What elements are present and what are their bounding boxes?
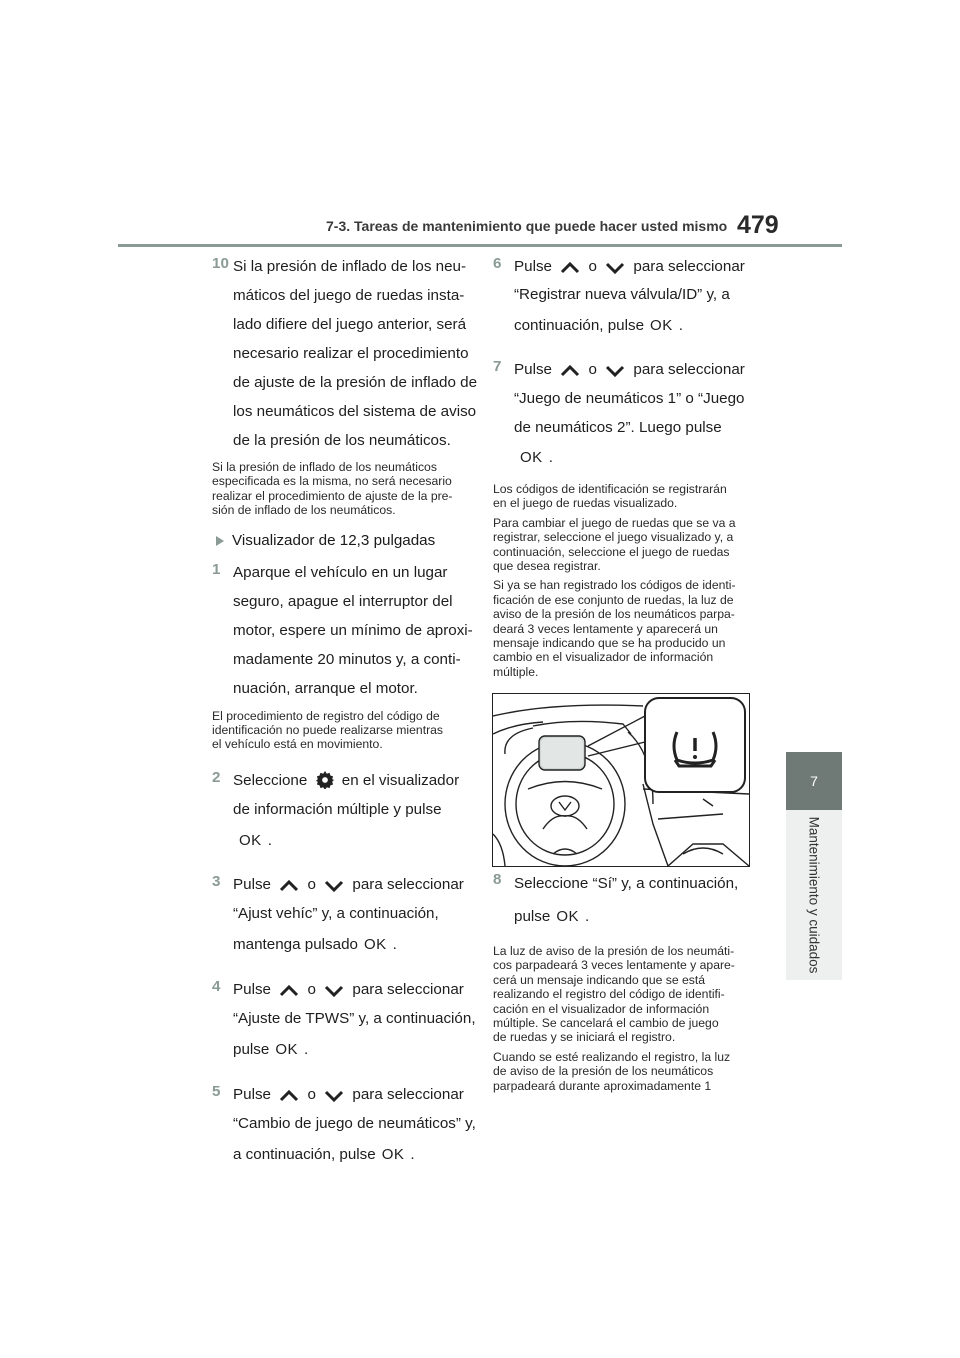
note [212, 460, 468, 518]
chevron-down-icon [324, 1089, 344, 1103]
note-line: aviso de la presión de los neumáticos parpa- [493, 607, 735, 622]
ok-button-icon: OK [239, 831, 262, 849]
note-line: Cuando se esté realizando el registro, la luz [493, 1049, 731, 1064]
step-text: lado difiere del juego anterior, será [233, 316, 467, 333]
note [212, 709, 468, 752]
subheading [212, 530, 468, 552]
note-line: sión de inflado de los neumáticos. [212, 503, 396, 518]
note-line: La luz de aviso de la presión de los neumáti- [493, 944, 735, 958]
gear-icon [316, 771, 334, 789]
step-text: “Ajust vehíc” y, a continuación, [233, 904, 439, 922]
note-line: Si ya se han registrado los códigos de identi- [493, 578, 736, 593]
step-text: para seleccionar [352, 980, 464, 998]
step-text: para seleccionar [633, 258, 745, 275]
note-line: Si la presión de inflado de los neumáticos [212, 460, 437, 474]
step-1 [212, 558, 473, 703]
chevron-down-icon [605, 261, 625, 275]
step-number: 2 [212, 768, 221, 786]
step-text: seguro, apague el interruptor del [233, 592, 453, 610]
chevron-up-icon [279, 984, 299, 998]
note-line: Para cambiar el juego de ruedas que se va a [493, 515, 736, 530]
ok-button-icon: OK [381, 1145, 405, 1163]
step-number: 1 [212, 560, 221, 578]
step-text: necesario realizar el procedimiento [233, 345, 469, 362]
note [493, 578, 755, 679]
left-column [212, 252, 478, 1171]
step-4 [212, 975, 476, 1066]
chevron-up-icon [279, 1089, 299, 1103]
ok-button-icon: OK [650, 317, 673, 334]
chevron-up-icon [279, 879, 299, 893]
step-number: 4 [212, 977, 221, 995]
step-6 [493, 252, 755, 343]
note [493, 1050, 755, 1093]
step-text: Si la presión de inflado de los neu- [233, 258, 467, 275]
step-text: Pulse [514, 361, 552, 378]
right-column-lower [493, 868, 755, 1093]
step-text: Aparque el vehículo en un lugar [233, 563, 448, 581]
chapter-label: Mantenimiento y cuidados [806, 816, 822, 974]
step-text: pulse [514, 908, 551, 925]
step-text: los neumáticos del sistema de aviso [233, 403, 477, 420]
ok-button-icon: OK [275, 1040, 298, 1058]
step-text: . [678, 317, 683, 334]
note-line: de ruedas y se iniciará el registro. [493, 1030, 676, 1045]
chevron-down-icon [605, 364, 625, 378]
step-number: 3 [212, 872, 221, 890]
step-text: de información múltiple y pulse [233, 800, 442, 818]
step-text: madamente 20 minutos y, a conti- [233, 650, 461, 668]
chevron-down-icon [324, 984, 344, 998]
step-number: 7 [493, 358, 502, 375]
note-line: en el juego de ruedas visualizado. [493, 496, 678, 511]
step-text: en el visualizador [341, 771, 460, 789]
step-text: para seleccionar [352, 1085, 464, 1103]
step-text: nuación, arranque el motor. [233, 679, 418, 697]
note-line: registrar, seleccione el juego visualizado y, a [493, 530, 734, 545]
ok-button-icon: OK [363, 935, 387, 953]
chevron-up-icon [560, 364, 580, 378]
step-text: . [267, 831, 272, 849]
step-text: mantenga pulsado [233, 935, 358, 953]
step-text: . [548, 449, 553, 466]
step-text: “Juego de neumáticos 1” o “Juego [514, 390, 745, 407]
step-text: motor, espere un mínimo de aproxi- [233, 621, 473, 639]
step-5 [212, 1080, 476, 1171]
note-line: cación en el visualizador de información [493, 1001, 710, 1016]
step-text: para seleccionar [352, 875, 464, 893]
step-text: . [392, 935, 397, 953]
note-line: múltiple. Se cancelará el cambio de juego [493, 1016, 719, 1031]
step-10 [212, 252, 478, 455]
step-text: pulse [233, 1040, 270, 1058]
step-number: 8 [493, 871, 502, 888]
step-text: . [585, 908, 590, 925]
step-text: o [307, 875, 316, 893]
step-text: “Cambio de juego de neumáticos” y, [233, 1114, 476, 1132]
step-text: de la presión de los neumáticos. [233, 432, 451, 449]
step-text: o [307, 1085, 316, 1103]
step-7 [493, 355, 755, 474]
step-3 [212, 870, 468, 961]
header-rule [118, 244, 842, 247]
step-2 [212, 766, 468, 858]
note-line: Los códigos de identificación se registrarán [493, 482, 727, 496]
note-line: continuación, seleccione el juego de ruedas [493, 544, 730, 559]
step-text: o [588, 258, 597, 275]
ok-button-icon: OK [520, 449, 543, 466]
step-text: Pulse [233, 875, 271, 893]
chevron-down-icon [324, 879, 344, 893]
note-line: especificada es la misma, no será necesario [212, 474, 452, 489]
note-line: realizando el registro del código de identifi- [493, 987, 725, 1002]
step-text: Pulse [233, 980, 271, 998]
step-text: de neumáticos 2”. Luego pulse [514, 419, 722, 436]
note [493, 944, 755, 1045]
note [493, 482, 755, 511]
step-text: . [304, 1040, 309, 1058]
step-text: continuación, pulse [514, 317, 645, 334]
note-line: El procedimiento de registro del código de [212, 708, 440, 723]
step-text: para seleccionar [633, 361, 745, 378]
note-line: parpadeará durante aproximadamente 1 [493, 1078, 712, 1093]
ok-button-icon: OK [556, 908, 579, 925]
note-line: realizar el procedimiento de ajuste de la pre- [212, 488, 453, 503]
step-text: o [588, 361, 597, 378]
note-line: el vehículo está en movimiento. [212, 737, 383, 752]
note-line: deará 3 veces lentamente y aparecerá un [493, 621, 718, 636]
note-line: que desea registrar. [493, 559, 601, 574]
step-text: Seleccione “Sí” y, a continuación, [514, 875, 739, 892]
chevron-up-icon [560, 261, 580, 275]
step-text: de ajuste de la presión de inflado de [233, 374, 478, 391]
page-number: 479 [737, 211, 779, 239]
note-line: de aviso de la presión de los neumáticos [493, 1064, 714, 1079]
note-line: cambio en el visualizador de información [493, 650, 714, 665]
step-8 [493, 868, 755, 934]
note-line: identificación no puede realizarse mientras [212, 723, 444, 738]
steering-wheel-illustration [493, 694, 749, 866]
step-number: 10 [212, 255, 229, 272]
note-line: cerá un mensaje indicando que se está [493, 972, 706, 987]
step-text: máticos del juego de ruedas insta- [233, 287, 465, 304]
step-text: . [410, 1145, 415, 1163]
note-line: cos parpadeará 3 veces lentamente y apare- [493, 958, 735, 973]
step-number: 6 [493, 255, 502, 272]
step-text: o [307, 980, 316, 998]
step-text: “Registrar nueva válvula/ID” y, a [514, 286, 730, 303]
step-number: 5 [212, 1082, 221, 1100]
note-line: múltiple. [493, 664, 539, 679]
note [493, 516, 755, 574]
subheading-text: Visualizador de 12,3 pulgadas [232, 531, 436, 549]
note-line: ficación de ese conjunto de ruedas, la luz de [493, 592, 734, 607]
triangle-bullet-icon [216, 536, 224, 546]
dashboard-illustration [492, 693, 750, 867]
step-text: Pulse [514, 258, 552, 275]
note-line: mensaje indicando que se ha producido un [493, 636, 726, 651]
chapter-tab: 7 [786, 752, 842, 810]
step-text: Pulse [233, 1085, 271, 1103]
step-text: “Ajuste de TPWS” y, a continuación, [233, 1009, 476, 1027]
section-header: 7-3. Tareas de mantenimiento que puede hacer usted mismo [326, 218, 728, 234]
step-text: a continuación, pulse [233, 1145, 376, 1163]
step-text: Seleccione [233, 771, 308, 789]
right-column [493, 252, 755, 679]
